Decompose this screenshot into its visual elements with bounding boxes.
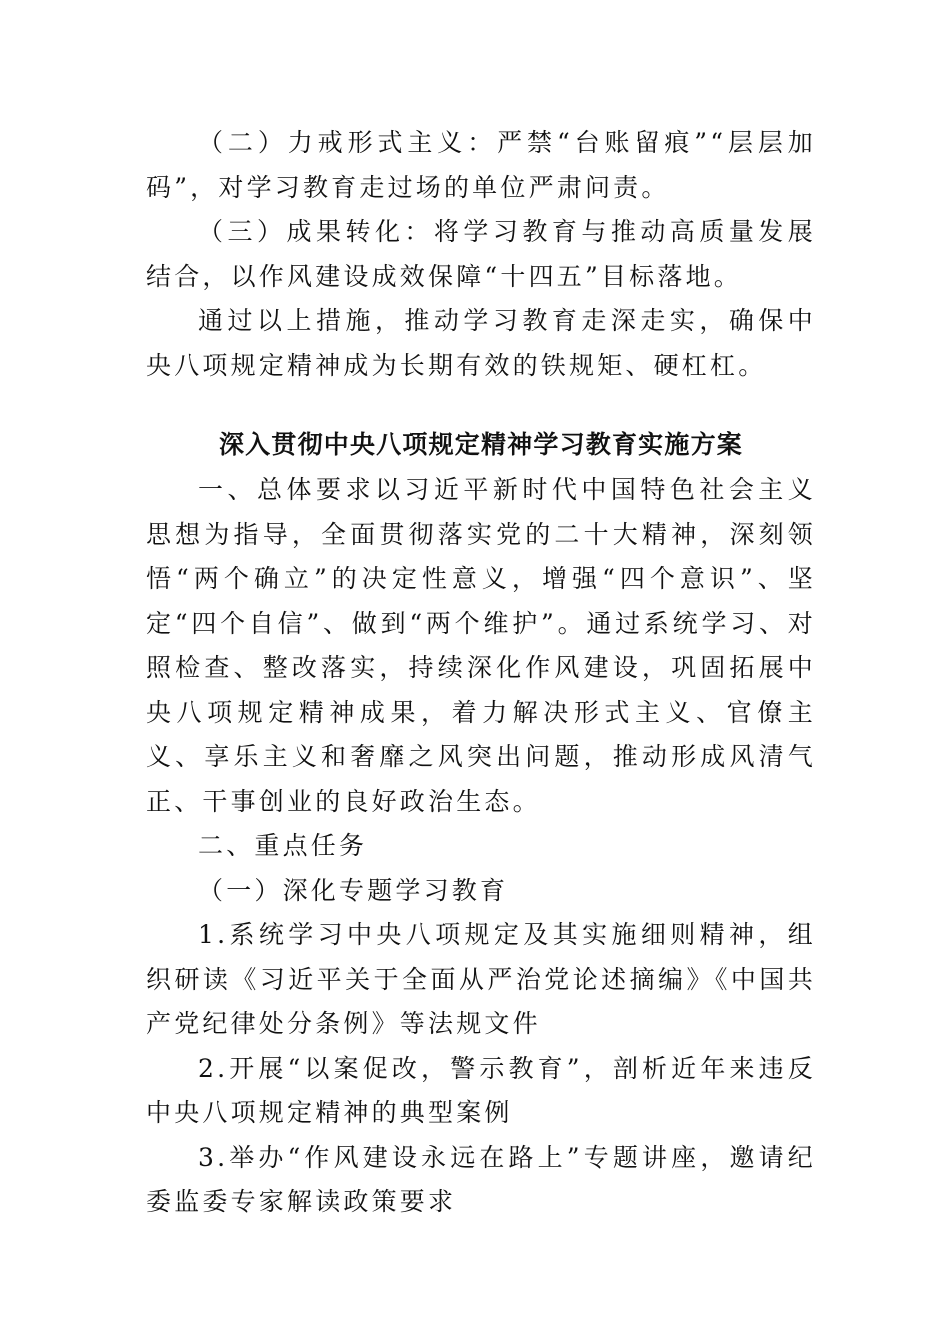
document-title: 深入贯彻中央八项规定精神学习教育实施方案 (218, 430, 743, 459)
paragraph-conclusion: 通过以上措施，推动学习教育走深走实，确保中央八项规定精神成为长期有效的铁规矩、硬杠杠。 (146, 306, 816, 380)
paragraph-results: （三）成果转化：将学习教育与推动高质量发展结合，以作风建设成效保障“十四五”目标落地。 (146, 217, 816, 291)
task-item-2: 2.开展“以案促改，警示教育”，剖析近年来违反中央八项规定精神的典型案例 (146, 1053, 816, 1127)
task-item-3: 3.举办“作风建设永远在路上”专题讲座，邀请纪委监委专家解读政策要求 (146, 1142, 816, 1216)
section-key-tasks-heading: 二、重点任务 (198, 831, 368, 860)
task-item-1: 1.系统学习中央八项规定及其实施细则精神，组织研读《习近平关于全面从严治党论述摘编》《中国共产党纪律处分条例》等法规文件 (146, 920, 816, 1038)
section-general-requirements: 一、总体要求以习近平新时代中国特色社会主义思想为指导，全面贯彻落实党的二十大精神，深刻领悟“两个确立”的决定性意义，增强“四个意识”、坚定“四个自信”、做到“两个维护”。通过系统学习、对照检查、整改落实，持续深化作风建设，巩固拓展中央八项规定精神成果，着力解决形式主义、官僚主义、享乐主义和奢靡之风突出问题，推动形成风清气正、干事创业的良好政治生态。 (146, 475, 816, 816)
document-body (146, 468, 816, 1225)
continuation-block (146, 121, 816, 388)
subsection-study-heading: （一）深化专题学习教育 (198, 875, 509, 905)
paragraph-formalism: （二）力戒形式主义：严禁“台账留痕”“层层加码”，对学习教育走过场的单位严肃问责。 (146, 128, 816, 202)
